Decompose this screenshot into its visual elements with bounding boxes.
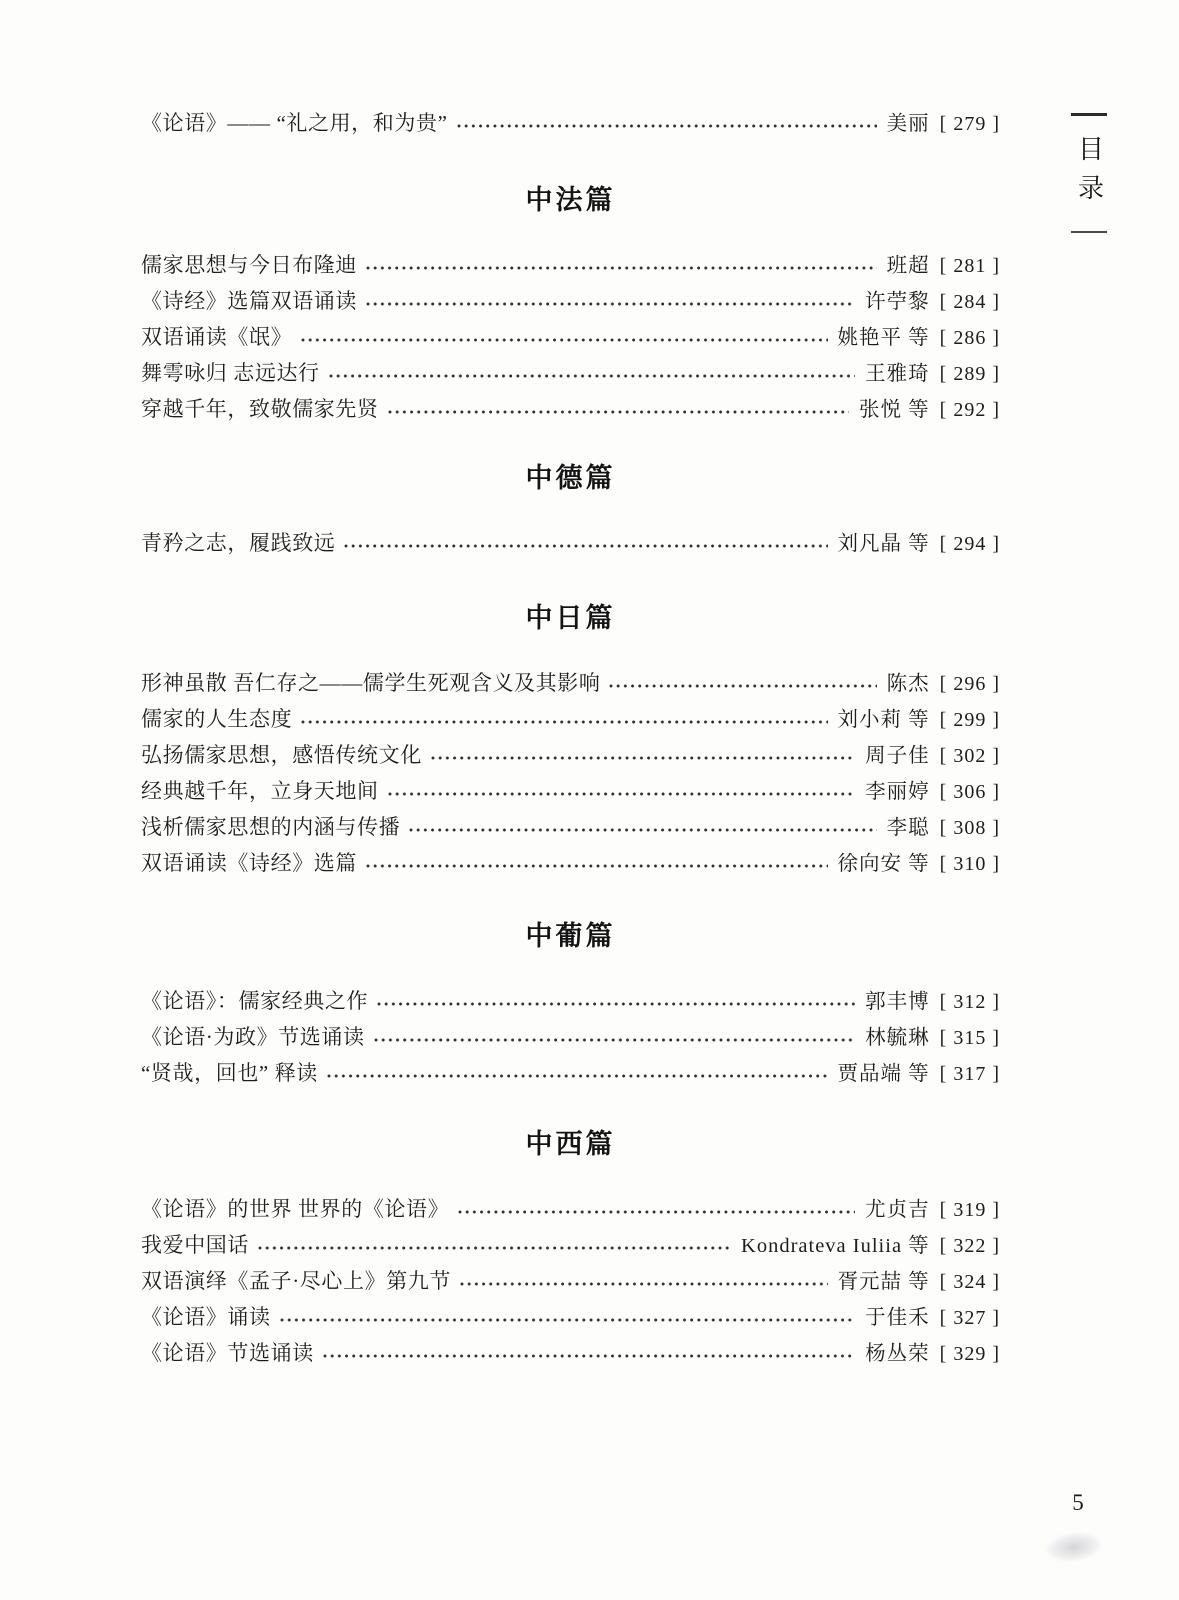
entry-author: 美丽 bbox=[886, 113, 930, 135]
entry-title: 《论语·为政》节选诵读 bbox=[141, 1025, 365, 1049]
entry-title: 形神虽散 吾仁存之——儒学生死观含义及其影响 bbox=[141, 671, 601, 695]
entry-title: 《论语》的世界 世界的《论语》 bbox=[141, 1197, 450, 1221]
toc-entry-row bbox=[141, 666, 1000, 702]
entry-page-number: [ 319 ] bbox=[939, 1199, 1000, 1221]
entry-page-number: [ 302 ] bbox=[939, 745, 1000, 767]
section-header-zhong-fa: 中法篇 bbox=[525, 185, 616, 215]
entry-page-number: [ 294 ] bbox=[939, 533, 1000, 555]
toc-section bbox=[141, 916, 1000, 1092]
toc-entry-row bbox=[141, 106, 1000, 142]
entry-title: 双语演绎《孟子·尽心上》第九节 bbox=[141, 1269, 451, 1293]
entry-author: 姚艳平 等 bbox=[837, 327, 930, 349]
entry-author: 周子佳 bbox=[865, 745, 930, 767]
entry-author: 尤贞吉 bbox=[865, 1199, 930, 1221]
toc-entry-row bbox=[141, 1336, 1000, 1372]
entry-title: 我爱中国话 bbox=[141, 1233, 249, 1257]
dot-leader bbox=[326, 1073, 828, 1079]
entry-page-number: [ 310 ] bbox=[939, 853, 1000, 875]
entry-title: 浅析儒家思想的内涵与传播 bbox=[141, 815, 401, 839]
entry-page-number: [ 306 ] bbox=[939, 781, 1000, 803]
entry-title: 《论语》：儒家经典之作 bbox=[141, 989, 369, 1013]
entry-page-number: [ 296 ] bbox=[939, 673, 1000, 695]
dot-leader bbox=[376, 1001, 855, 1007]
entry-title: 舞雩咏归 志远达行 bbox=[141, 361, 320, 385]
toc-content bbox=[141, 106, 1000, 1372]
entry-title: 《诗经》选篇双语诵读 bbox=[141, 289, 357, 313]
section-header-zhong-ri: 中日篇 bbox=[525, 603, 616, 633]
dot-leader bbox=[608, 683, 876, 689]
toc-section bbox=[141, 458, 1000, 562]
dot-leader bbox=[365, 863, 828, 869]
entry-author: 贾品端 等 bbox=[837, 1063, 930, 1085]
entry-page-number: [ 284 ] bbox=[939, 291, 1000, 313]
toc-section bbox=[141, 598, 1000, 882]
toc-entry-row bbox=[141, 1228, 1000, 1264]
toc-entry-row bbox=[141, 284, 1000, 320]
entry-author: 胥元喆 等 bbox=[837, 1271, 930, 1293]
entry-title: 青矜之志，履践致远 bbox=[141, 531, 336, 555]
entry-page-number: [ 292 ] bbox=[939, 399, 1000, 421]
dot-leader bbox=[300, 337, 827, 343]
entry-author: 许苧黎 bbox=[865, 291, 930, 313]
entry-author: 李丽婷 bbox=[865, 781, 930, 803]
entry-author: 于佳禾 bbox=[865, 1307, 930, 1329]
entry-title: 双语诵读《诗经》选篇 bbox=[141, 851, 357, 875]
section-header-zhong-xi: 中西篇 bbox=[525, 1129, 616, 1159]
dot-leader bbox=[328, 373, 856, 379]
dot-leader bbox=[373, 1037, 856, 1043]
entry-page-number: [ 289 ] bbox=[939, 363, 1000, 385]
entry-page-number: [ 279 ] bbox=[939, 113, 1000, 135]
dot-leader bbox=[387, 409, 849, 415]
entry-title: 弘扬儒家思想，感悟传统文化 bbox=[141, 743, 422, 767]
toc-entry-row bbox=[141, 1192, 1000, 1228]
dot-leader bbox=[408, 827, 876, 833]
page-number: 5 bbox=[1072, 1490, 1084, 1515]
dot-leader bbox=[279, 1317, 856, 1323]
dot-leader bbox=[365, 265, 877, 271]
entry-title: 儒家思想与今日布隆迪 bbox=[141, 253, 357, 277]
toc-sidebar-tab bbox=[1070, 113, 1108, 233]
entry-page-number: [ 315 ] bbox=[939, 1027, 1000, 1049]
entry-author: 郭丰博 bbox=[865, 991, 930, 1013]
entry-author: 刘小莉 等 bbox=[837, 709, 930, 731]
entry-page-number: [ 286 ] bbox=[939, 327, 1000, 349]
faint-stamp-mark bbox=[1044, 1529, 1103, 1565]
sidebar-rule-top bbox=[1071, 113, 1107, 116]
entry-page-number: [ 308 ] bbox=[939, 817, 1000, 839]
entry-title: 双语诵读《氓》 bbox=[141, 325, 293, 349]
entry-author: 徐向安 等 bbox=[837, 853, 930, 875]
sidebar-rule-bottom bbox=[1071, 231, 1107, 233]
dot-leader bbox=[459, 1281, 828, 1287]
toc-entry-row bbox=[141, 1020, 1000, 1056]
entry-author: 王雅琦 bbox=[865, 363, 930, 385]
toc-entry-row bbox=[141, 392, 1000, 428]
entry-author: 刘凡晶 等 bbox=[837, 533, 930, 555]
toc-entry-row bbox=[141, 526, 1000, 562]
toc-section bbox=[141, 1124, 1000, 1372]
toc-section bbox=[141, 180, 1000, 428]
entry-page-number: [ 322 ] bbox=[939, 1235, 1000, 1257]
entry-author: 班超 bbox=[886, 255, 930, 277]
entry-page-number: [ 324 ] bbox=[939, 1271, 1000, 1293]
entry-title: 穿越千年，致敬儒家先贤 bbox=[141, 397, 379, 421]
dot-leader bbox=[387, 791, 856, 797]
entry-title: 儒家的人生态度 bbox=[141, 707, 293, 731]
entry-author: 张悦 等 bbox=[859, 399, 930, 421]
toc-entry-row bbox=[141, 846, 1000, 882]
dot-leader bbox=[430, 755, 855, 761]
toc-entry-row bbox=[141, 738, 1000, 774]
toc-entry-row bbox=[141, 810, 1000, 846]
toc-entry-row bbox=[141, 1056, 1000, 1092]
entry-title: 《论语》—— “礼之用，和为贵” bbox=[141, 111, 448, 135]
entry-page-number: [ 312 ] bbox=[939, 991, 1000, 1013]
toc-entry-row bbox=[141, 1300, 1000, 1336]
section-header-zhong-pu: 中葡篇 bbox=[525, 921, 616, 951]
dot-leader bbox=[456, 123, 877, 129]
entry-author: 陈杰 bbox=[886, 673, 930, 695]
toc-entry-row bbox=[141, 320, 1000, 356]
section-header-zhong-de: 中德篇 bbox=[525, 463, 616, 493]
dot-leader bbox=[300, 719, 827, 725]
entry-title: 《论语》诵读 bbox=[141, 1305, 271, 1329]
entry-author: 李聪 bbox=[886, 817, 930, 839]
entry-title: “贤哉，回也” 释读 bbox=[141, 1061, 318, 1085]
toc-entry-row bbox=[141, 984, 1000, 1020]
toc-entry-row bbox=[141, 248, 1000, 284]
dot-leader bbox=[322, 1353, 855, 1359]
toc-entry-row bbox=[141, 1264, 1000, 1300]
dot-leader bbox=[343, 543, 827, 549]
toc-vertical-label: 目录 bbox=[1074, 135, 1104, 213]
entry-title: 《论语》节选诵读 bbox=[141, 1341, 314, 1365]
entry-page-number: [ 329 ] bbox=[939, 1343, 1000, 1365]
entry-page-number: [ 281 ] bbox=[939, 255, 1000, 277]
entry-title: 经典越千年，立身天地间 bbox=[141, 779, 379, 803]
dot-leader bbox=[257, 1245, 731, 1251]
dot-leader bbox=[365, 301, 855, 307]
toc-entry-row bbox=[141, 774, 1000, 810]
entry-page-number: [ 317 ] bbox=[939, 1063, 1000, 1085]
entry-page-number: [ 327 ] bbox=[939, 1307, 1000, 1329]
entry-author: 林毓琳 bbox=[865, 1027, 930, 1049]
entry-author: Kondrateva Iuliia 等 bbox=[741, 1235, 930, 1257]
entry-page-number: [ 299 ] bbox=[939, 709, 1000, 731]
toc-entry-row bbox=[141, 356, 1000, 392]
toc-entry-row bbox=[141, 702, 1000, 738]
entry-author: 杨丛荣 bbox=[865, 1343, 930, 1365]
dot-leader bbox=[457, 1209, 855, 1215]
